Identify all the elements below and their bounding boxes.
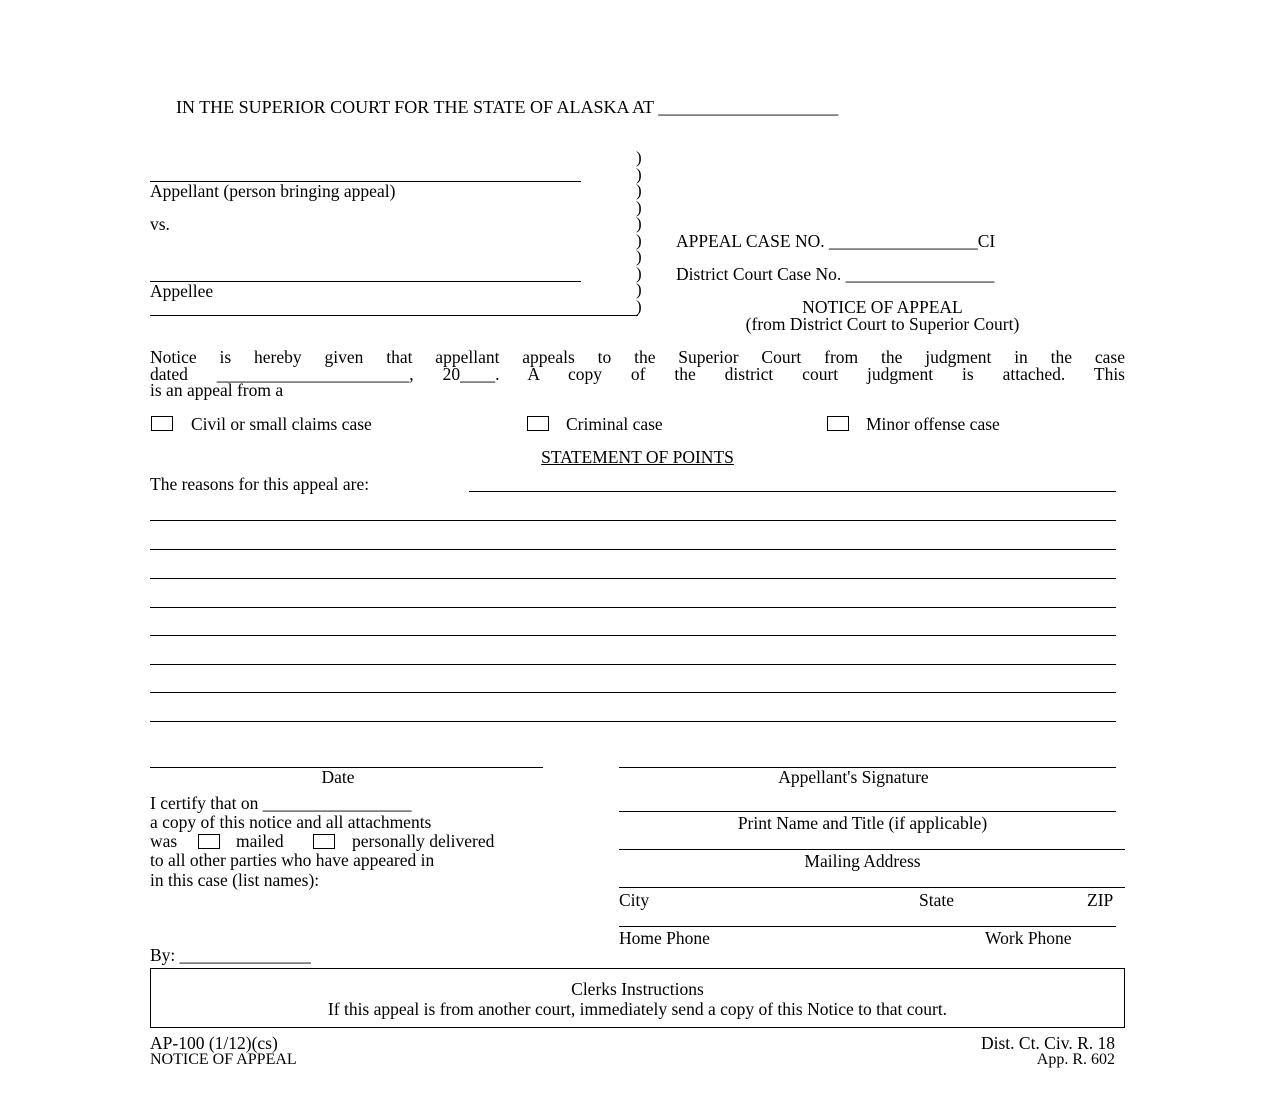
city-state-zip-line[interactable] bbox=[619, 887, 1125, 888]
clerk-instructions-box bbox=[150, 968, 1125, 1028]
notice-line-3: is an appeal from a bbox=[150, 380, 284, 400]
reasons-line[interactable] bbox=[469, 491, 1116, 492]
date-label: Date bbox=[321, 767, 355, 787]
personally-delivered-label: personally delivered bbox=[352, 831, 495, 851]
appellant-label: Appellant (person bringing appeal) bbox=[150, 181, 396, 201]
district-case-number[interactable]: District Court Case No. _________________ bbox=[676, 264, 995, 284]
document-title: NOTICE OF APPEAL bbox=[802, 297, 963, 317]
form-number: AP-100 (1/12)(cs) bbox=[150, 1033, 278, 1053]
certify-line-4: to all other parties who have appeared in bbox=[150, 850, 435, 870]
certify-line-5: in this case (list names): bbox=[150, 870, 320, 890]
city-label: City bbox=[619, 890, 650, 910]
caption-parentheses: ) ) ) ) ) ) ) ) ) ) bbox=[636, 148, 642, 316]
reasons-line[interactable] bbox=[150, 664, 1116, 665]
reasons-line[interactable] bbox=[150, 549, 1116, 550]
notice-line-1: Notice is hereby given that appellant appeals to the Superior Court from the judgment in the case bbox=[150, 347, 1125, 367]
certify-line-2: a copy of this notice and all attachments bbox=[150, 812, 432, 832]
phone-line[interactable] bbox=[619, 926, 1116, 927]
mailing-address-line[interactable] bbox=[619, 849, 1125, 850]
appellee-name-line[interactable] bbox=[150, 281, 581, 282]
criminal-case-label: Criminal case bbox=[566, 414, 663, 434]
notice-line-2[interactable]: dated ______________________, 20____. A copy of the district court judgment is attached. This bbox=[150, 364, 1125, 384]
vs-label: vs. bbox=[150, 214, 170, 234]
reasons-line[interactable] bbox=[150, 607, 1116, 608]
reasons-label: The reasons for this appeal are: bbox=[150, 474, 370, 494]
rule-reference-2: App. R. 602 bbox=[1036, 1051, 1115, 1068]
certify-line-1[interactable]: I certify that on _________________ bbox=[150, 793, 412, 813]
statement-heading: STATEMENT OF POINTS bbox=[541, 447, 734, 467]
work-phone-label: Work Phone bbox=[985, 928, 1072, 948]
reasons-line[interactable] bbox=[150, 578, 1116, 579]
minor-offense-label: Minor offense case bbox=[866, 414, 1000, 434]
reasons-line[interactable] bbox=[150, 721, 1116, 722]
reasons-line[interactable] bbox=[150, 520, 1116, 521]
print-name-label: Print Name and Title (if applicable) bbox=[737, 813, 988, 833]
personally-delivered-checkbox[interactable] bbox=[313, 834, 335, 849]
caption-bottom-line bbox=[150, 315, 638, 316]
certify-was: was bbox=[150, 831, 178, 851]
rule-reference-1: Dist. Ct. Civ. R. 18 bbox=[980, 1033, 1115, 1053]
document-subtitle: (from District Court to Superior Court) bbox=[745, 314, 1020, 334]
print-name-line[interactable] bbox=[619, 811, 1116, 812]
zip-label: ZIP bbox=[1087, 890, 1114, 910]
mailed-checkbox[interactable] bbox=[198, 834, 220, 849]
appeal-case-number[interactable]: APPEAL CASE NO. _________________CI bbox=[676, 231, 996, 251]
civil-case-checkbox[interactable] bbox=[151, 416, 173, 431]
reasons-line[interactable] bbox=[150, 635, 1116, 636]
criminal-case-checkbox[interactable] bbox=[527, 416, 549, 431]
civil-case-label: Civil or small claims case bbox=[191, 414, 372, 434]
appellee-label: Appellee bbox=[150, 281, 214, 301]
reasons-line[interactable] bbox=[150, 692, 1116, 693]
mailed-label: mailed bbox=[236, 831, 284, 851]
state-label: State bbox=[919, 890, 954, 910]
home-phone-label: Home Phone bbox=[619, 928, 710, 948]
form-title-footer: NOTICE OF APPEAL bbox=[150, 1051, 297, 1068]
clerk-instructions-text: If this appeal is from another court, immediately send a copy of this Notice to that court. bbox=[327, 999, 948, 1019]
clerk-instructions-title: Clerks Instructions bbox=[571, 979, 704, 999]
minor-offense-checkbox[interactable] bbox=[827, 416, 849, 431]
by-signature[interactable]: By: _______________ bbox=[150, 945, 311, 965]
mailing-address-label: Mailing Address bbox=[804, 851, 921, 871]
court-header: IN THE SUPERIOR COURT FOR THE STATE OF ALASKA AT ____________________ bbox=[176, 97, 839, 117]
signature-label: Appellant's Signature bbox=[778, 767, 929, 787]
